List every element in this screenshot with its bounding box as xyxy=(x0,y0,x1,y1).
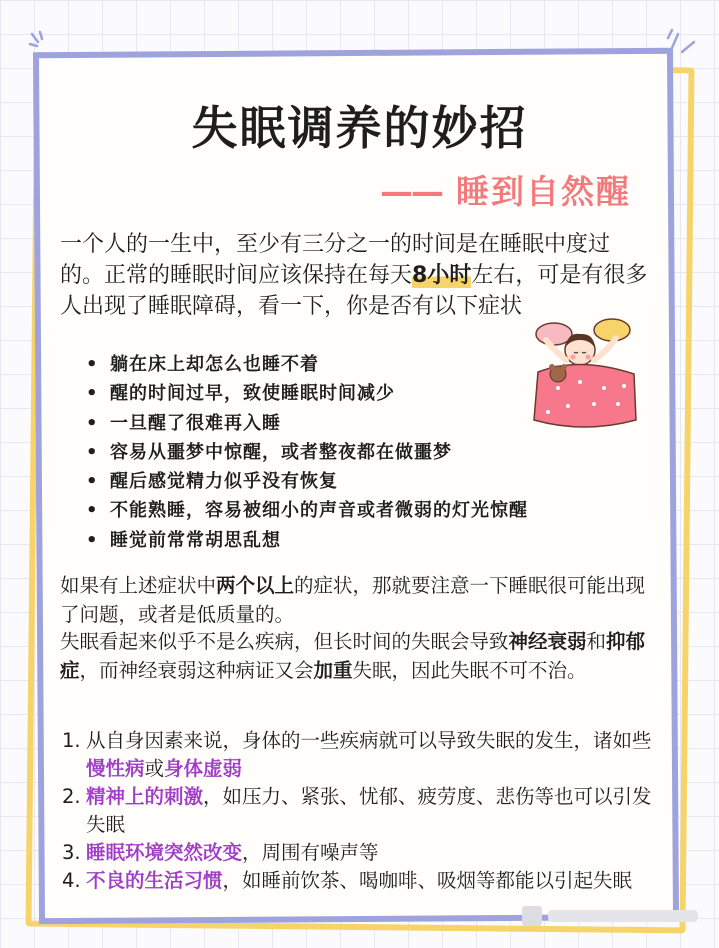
intro-text: 左右，可是有很多人出现了睡眠障碍，看一下，你是否有以下症状 xyxy=(60,263,648,319)
cause-highlight: 不良的生活习惯 xyxy=(86,869,223,892)
paragraph-insomnia-effects xyxy=(60,627,660,685)
list-number: 2. xyxy=(62,785,81,808)
cause-text: ，周围有噪声等 xyxy=(242,841,379,864)
list-item xyxy=(62,839,662,867)
sleeping-girl-illustration xyxy=(524,316,644,434)
cause-highlight: 慢性病 xyxy=(86,757,145,780)
sparkle-lines-icon xyxy=(28,30,50,52)
sparkle-lines-icon xyxy=(664,26,704,56)
cause-text: ，如压力、紧张、忧郁、疲劳度、悲伤等也可以引发失眠 xyxy=(86,785,652,836)
cause-text: 从自身因素来说，身体的一些疾病就可以导致失眠的发生，诸如些 xyxy=(86,729,652,752)
list-item: • 不能熟睡，容易被细小的声音或者微弱的灯光惊醒 xyxy=(86,496,528,525)
list-item: • 醒的时间过早，致使睡眠时间减少 xyxy=(86,379,528,408)
para-bold: 抑郁症 xyxy=(60,630,646,682)
list-item: • 容易从噩梦中惊醒，或者整夜都在做噩梦 xyxy=(86,438,528,467)
symptom-list xyxy=(86,350,528,555)
para-bold: 两个以上 xyxy=(216,574,295,597)
intro-text: 一个人的一生中，至少有三分之一的时间是在睡眠中度过的。正常的睡眠时间应该保持在每天 xyxy=(60,232,611,288)
list-item xyxy=(62,867,662,895)
list-item xyxy=(62,783,662,839)
cause-highlight: 精神上的刺激 xyxy=(86,785,204,808)
para-text: 失眠，因此失眠不可不治。 xyxy=(352,659,587,682)
list-item: • 睡觉前常常胡思乱想 xyxy=(86,526,528,555)
para-text: 和 xyxy=(586,630,607,653)
para-bold: 加重 xyxy=(313,659,353,682)
para-text: 失眠看起来似乎不是么疾病，但长时间的失眠会导致 xyxy=(60,630,509,653)
subtitle xyxy=(380,166,631,213)
list-item: • 一旦醒了很难再入睡 xyxy=(86,409,528,438)
paragraph-symptom-warning xyxy=(60,571,660,629)
intro-paragraph xyxy=(60,229,650,322)
cause-text: ，如睡前饮茶、喝咖啡、吸烟等都能以引起失眠 xyxy=(222,869,633,892)
cause-list xyxy=(62,727,662,895)
para-text: 的症状，那就要注意一下睡眠很可能出现了问题，或者是低质量的。 xyxy=(60,574,646,626)
list-number: 1. xyxy=(62,729,81,752)
para-text: 如果有上述症状中 xyxy=(60,574,217,597)
subtitle-dash: —— xyxy=(380,172,442,211)
list-item: • 躺在床上却怎么也睡不着 xyxy=(86,350,528,379)
list-number: 4. xyxy=(62,869,81,892)
para-text: ，而神经衰弱这种病证又会 xyxy=(79,659,314,682)
blurred-watermark xyxy=(522,902,712,930)
list-item xyxy=(62,727,662,783)
cause-highlight: 身体虚弱 xyxy=(164,757,243,780)
cause-text: 或 xyxy=(144,757,165,780)
page-title: 失眠调养的妙招 xyxy=(191,101,528,155)
cause-highlight: 睡眠环境突然改变 xyxy=(86,841,243,864)
para-bold: 神经衰弱 xyxy=(508,630,587,653)
intro-highlight: 8小时 xyxy=(412,263,472,288)
list-number: 3. xyxy=(62,841,81,864)
list-item: • 醒后感觉精力似乎没有恢复 xyxy=(86,467,528,496)
subtitle-text: 睡到自然醒 xyxy=(456,172,631,211)
